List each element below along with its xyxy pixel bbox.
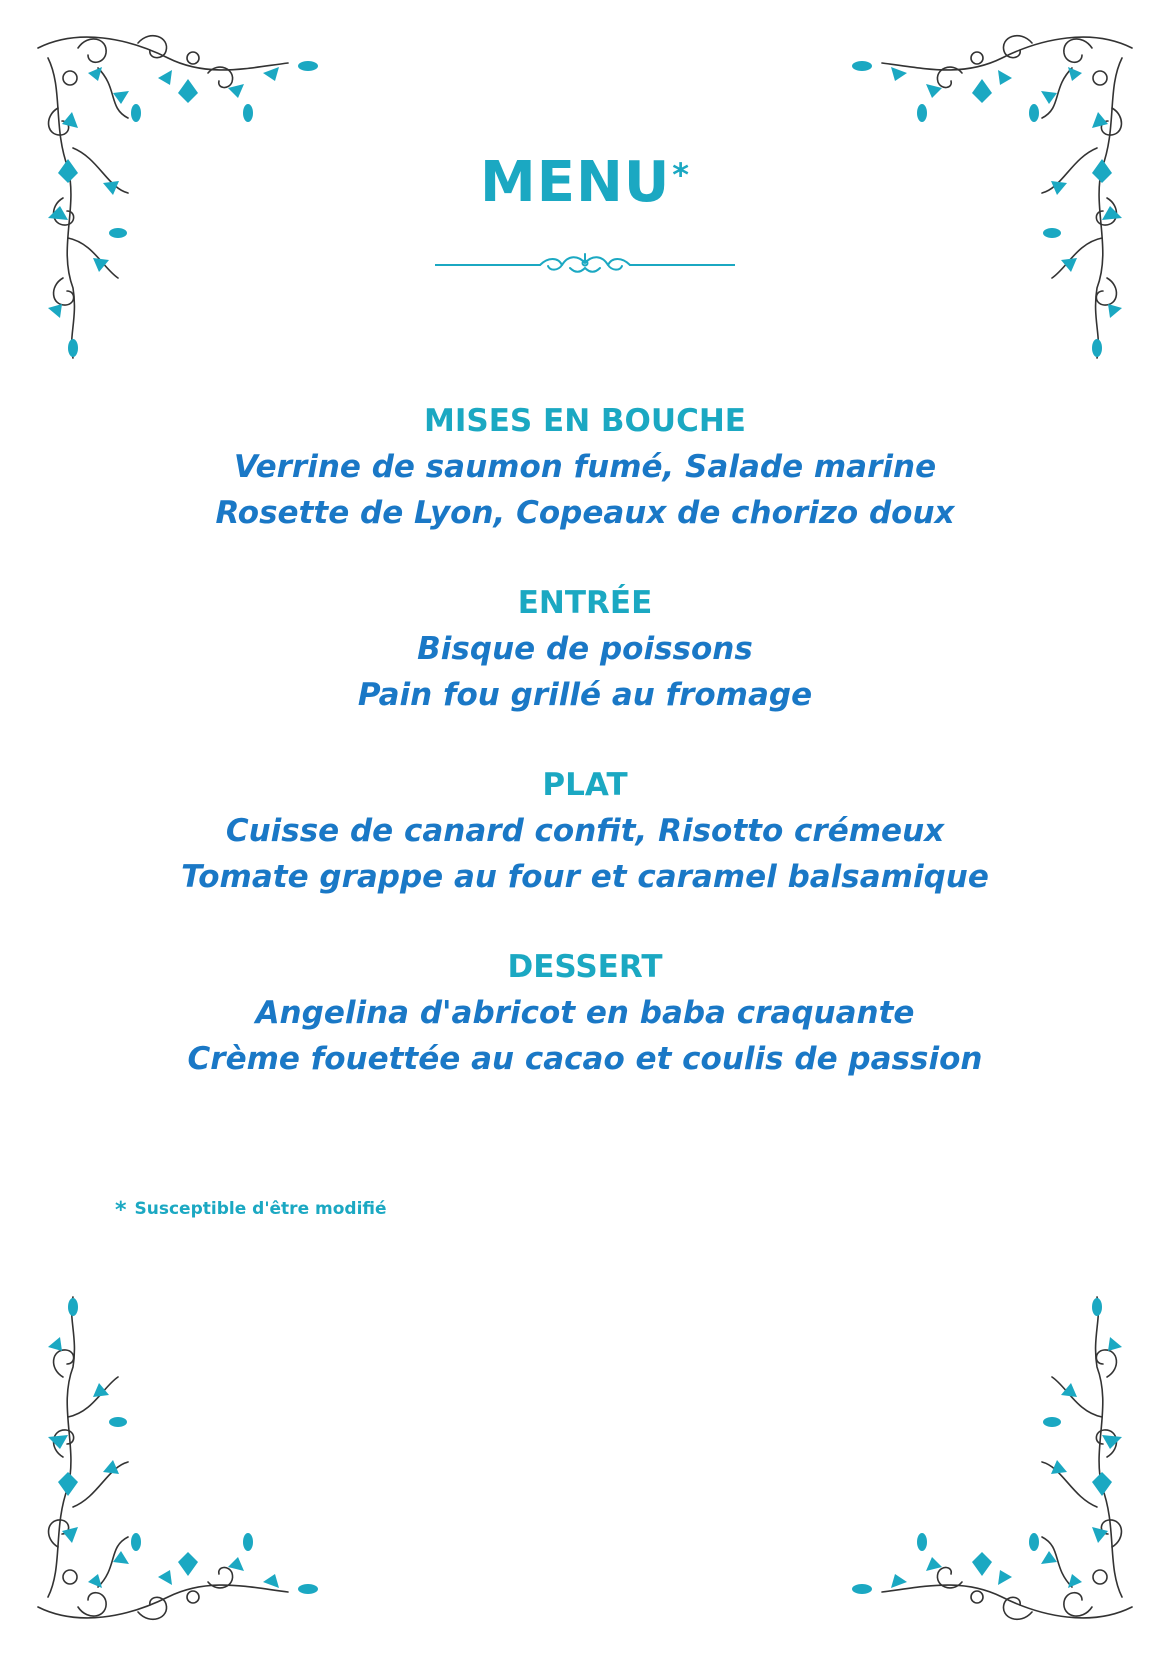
section-dessert [0, 944, 1170, 1082]
floral-corner-icon [832, 1277, 1152, 1637]
title-text: MENU [479, 150, 671, 215]
floral-corner-icon [18, 1277, 338, 1637]
dish-line: Cuisse de canard confit, Risotto crémeux [225, 813, 945, 849]
footnote [115, 1195, 387, 1223]
section-plat [0, 762, 1170, 900]
menu-body [0, 398, 1170, 1126]
dish-line: Verrine de saumon fumé, Salade marine [233, 449, 937, 485]
title-asterisk: * [672, 156, 691, 194]
section-title: ENTRÉE [517, 585, 653, 621]
page-title [0, 150, 1170, 215]
footnote-asterisk: * [115, 1198, 127, 1223]
dish-line: Tomate grappe au four et caramel balsamique [181, 859, 989, 895]
dish-line: Angelina d'abricot en baba craquante [255, 995, 915, 1031]
section-title: PLAT [542, 767, 628, 803]
section-entree [0, 580, 1170, 718]
dish-line: Crème fouettée au cacao et coulis de passion [187, 1041, 983, 1077]
ornament-divider-icon [435, 250, 735, 280]
dish-line: Rosette de Lyon, Copeaux de chorizo doux [215, 495, 955, 531]
section-title: MISES EN BOUCHE [424, 403, 746, 439]
footnote-text: Susceptible d'être modifié [134, 1199, 387, 1219]
dish-line: Pain fou grillé au fromage [357, 677, 813, 713]
section-mises-en-bouche [0, 398, 1170, 536]
dish-line: Bisque de poissons [417, 631, 753, 667]
section-title: DESSERT [507, 949, 663, 985]
